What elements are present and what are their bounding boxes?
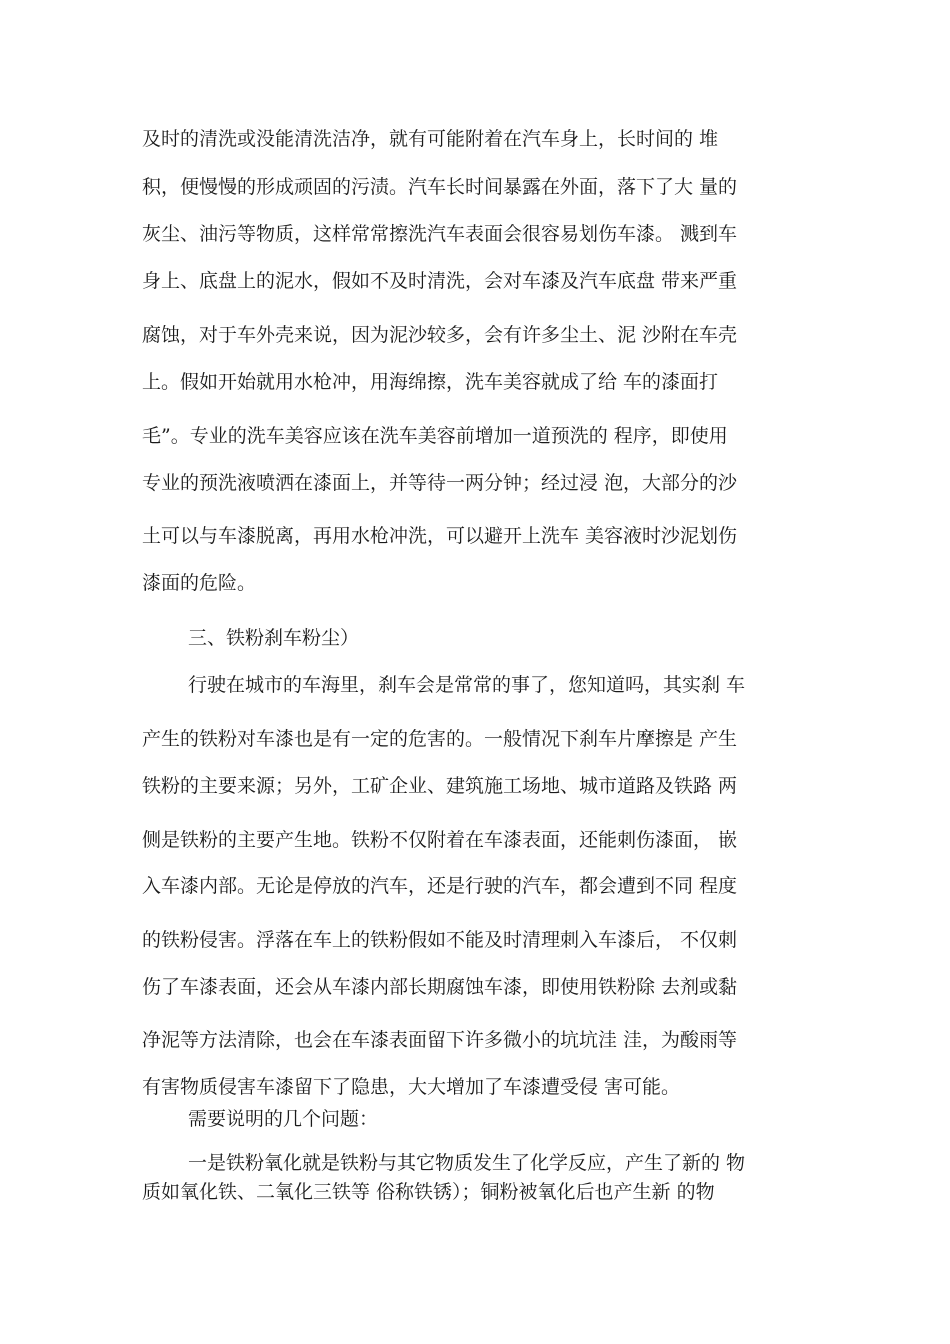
body-text-line: 伤了车漆表面，还会从车漆内部长期腐蚀车漆，即使用铁粉除 去剂或黏 — [142, 976, 738, 998]
subheading-note: 需要说明的几个问题： — [188, 1108, 379, 1130]
body-text-line: 土可以与车漆脱离，再用水枪冲洗，可以避开上洗车 美容液时沙泥划伤 — [142, 525, 738, 547]
body-text-line: 一是铁粉氧化就是铁粉与其它物质发生了化学反应，产生了新的 物 — [188, 1152, 746, 1174]
body-text-line: 积，便慢慢的形成顽固的污渍。汽车长时间暴露在外面，落下了大 量的 — [142, 176, 738, 198]
body-text-line: 入车漆内部。无论是停放的汽车，还是行驶的汽车，都会遭到不同 程度 — [142, 875, 738, 897]
body-text-line: 上。假如开始就用水枪冲，用海绵擦，洗车美容就成了给 车的漆面打 — [142, 371, 719, 393]
body-text-line: 毛”。专业的洗车美容应该在洗车美容前增加一道预洗的 程序，即使用 — [142, 425, 728, 447]
section-heading: 三、铁粉刹车粉尘） — [188, 627, 360, 649]
body-text-line: 净泥等方法清除，也会在车漆表面留下许多微小的坑坑洼 洼，为酸雨等 — [142, 1029, 738, 1051]
body-text-line: 行驶在城市的车海里，刹车会是常常的事了，您知道吗，其实刹 车 — [188, 674, 746, 696]
body-text-line: 腐蚀，对于车外壳来说，因为泥沙较多，会有许多尘土、泥 沙附在车壳 — [142, 324, 738, 346]
body-text-line: 漆面的危险。 — [142, 572, 257, 594]
body-text-line: 铁粉的主要来源；另外，工矿企业、建筑施工场地、城市道路及铁路 两 — [142, 775, 738, 797]
body-text-line: 灰尘、油污等物质，这样常常擦洗汽车表面会很容易划伤车漆。 溅到车 — [142, 223, 738, 245]
body-text-line: 身上、底盘上的泥水，假如不及时清洗，会对车漆及汽车底盘 带来严重 — [142, 270, 738, 292]
body-text-line: 质如氧化铁、二氧化三铁等 俗称铁锈）；铜粉被氧化后也产生新 的物 — [142, 1181, 715, 1203]
body-text-line: 的铁粉侵害。浮落在车上的铁粉假如不能及时清理刺入车漆后， 不仅刺 — [142, 929, 738, 951]
body-text-line: 及时的清洗或没能清洗洁净，就有可能附着在汽车身上，长时间的 堆 — [142, 128, 719, 150]
body-text-line: 有害物质侵害车漆留下了隐患，大大增加了车漆遭受侵 害可能。 — [142, 1076, 681, 1098]
body-text-line: 专业的预洗液喷洒在漆面上，并等待一两分钟；经过浸 泡，大部分的沙 — [142, 472, 738, 494]
body-text-line: 产生的铁粉对车漆也是有一定的危害的。一般情况下刹车片摩擦是 产生 — [142, 728, 738, 750]
body-text-line: 侧是铁粉的主要产生地。铁粉不仅附着在车漆表面，还能刺伤漆面， 嵌 — [142, 829, 738, 851]
